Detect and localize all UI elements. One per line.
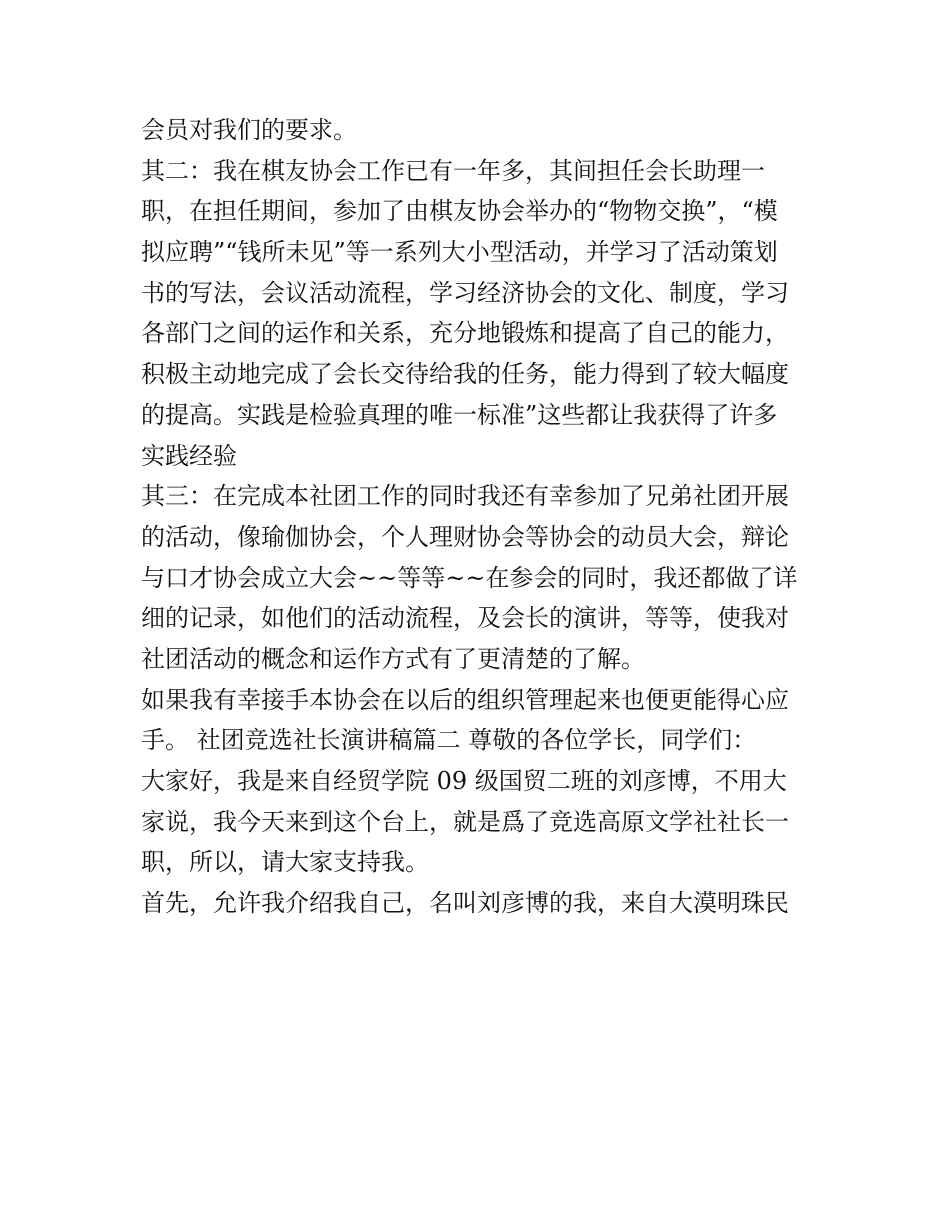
- text-line: 职，在担任期间，参加了由棋友协会举办的“物物交换”，“模: [141, 197, 778, 226]
- text-line: 家说，我今天来到这个台上，就是爲了竞选高原文学社社长一: [141, 807, 789, 836]
- text-line: 细的记录，如他们的活动流程，及会长的演讲，等等，使我对: [141, 604, 789, 633]
- text-line: 积极主动地完成了会长交待给我的任务，能力得到了较大幅度: [141, 360, 789, 389]
- text-line: 首先，允许我介绍我自己，名叫刘彦博的我，来自大漠明珠民: [141, 889, 789, 918]
- text-line: 实践经验: [141, 441, 237, 470]
- text-line: 的活动，像瑜伽协会，个人理财协会等协会的动员大会，辩论: [141, 522, 789, 551]
- text-line: 其二：我在棋友协会工作已有一年多，其间担任会长助理一: [141, 156, 765, 185]
- text-line: 与口才协会成立大会~~等等~~在参会的同时，我还都做了详: [141, 563, 798, 592]
- text-line: 社团活动的概念和运作方式有了更清楚的了解。: [141, 644, 645, 673]
- text-line: 手。 社团竞选社长演讲稿篇二 尊敬的各位学长，同学们：: [141, 726, 757, 755]
- text-line: 会员对我们的要求。: [141, 116, 357, 144]
- text-line: 职，所以，请大家支持我。: [141, 848, 429, 877]
- text-line: 书的写法，会议活动流程，学习经济协会的文化、制度，学习: [141, 278, 789, 307]
- text-line: 其三：在完成本社团工作的同时我还有幸参加了兄弟社团开展: [141, 482, 789, 511]
- text-line: 各部门之间的运作和关系，充分地锻炼和提高了自己的能力，: [141, 319, 789, 348]
- text-line: 拟应聘”“钱所未见”等一系列大小型活动，并学习了活动策划: [141, 238, 778, 267]
- text-line: 的提高。实践是检验真理的唯一标准”这些都让我获得了许多: [141, 400, 778, 429]
- text-line: 大家好，我是来自经贸学院 09 级国贸二班的刘彦博，不用大: [141, 767, 787, 795]
- document-body: [141, 110, 821, 924]
- text-line: 如果我有幸接手本协会在以后的组织管理起来也便更能得心应: [141, 685, 789, 714]
